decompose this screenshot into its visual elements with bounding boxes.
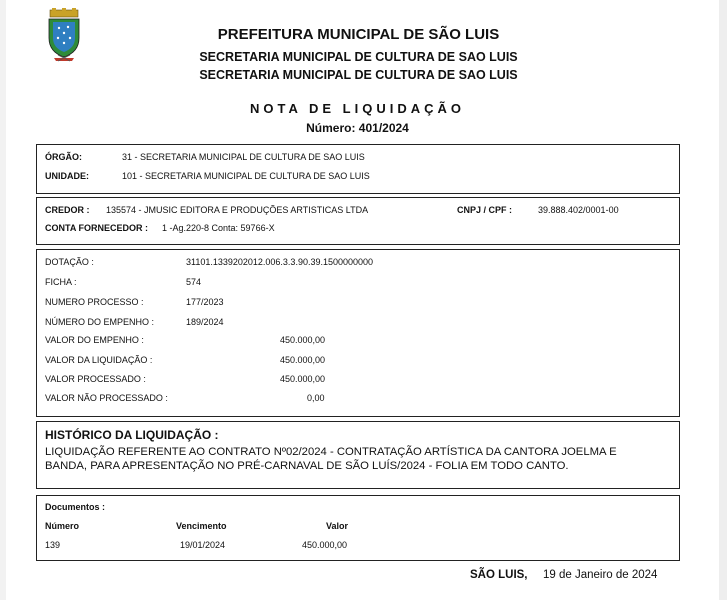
numero-processo-value: 177/2023 bbox=[186, 297, 224, 307]
doc-row-vencimento: 19/01/2024 bbox=[180, 540, 226, 550]
valor-empenho-value: 450.000,00 bbox=[280, 335, 326, 345]
footer-city: SÃO LUIS, bbox=[470, 569, 528, 581]
col-header-vencimento: Vencimento bbox=[176, 521, 227, 531]
footer-date: 19 de Janeiro de 2024 bbox=[543, 569, 658, 581]
valor-liquidacao-label: VALOR DA LIQUIDAÇÃO : bbox=[45, 355, 153, 365]
historico-title: HISTÓRICO DA LIQUIDAÇÃO : bbox=[45, 428, 219, 442]
credor-label: CREDOR : bbox=[45, 205, 90, 215]
doc-row-valor: 450.000,00 bbox=[302, 540, 348, 550]
ficha-value: 574 bbox=[186, 277, 202, 287]
documentos-title: Documentos : bbox=[45, 502, 106, 512]
historico-line-1: LIQUIDAÇÃO REFERENTE AO CONTRATO Nº02/2024 - CONTRATAÇÃO ARTÍSTICA DA CANTORA JOELMA E bbox=[45, 446, 617, 458]
ficha-label: FICHA : bbox=[45, 277, 77, 287]
numero-processo-label: NUMERO PROCESSO : bbox=[45, 297, 144, 307]
document-type-title: NOTA DE LIQUIDAÇÃO bbox=[250, 101, 465, 116]
conta-fornecedor-value: 1 -Ag.220-8 Conta: 59766-X bbox=[162, 223, 275, 233]
doc-row-numero: 139 bbox=[45, 540, 61, 550]
col-header-numero: Número bbox=[45, 521, 80, 531]
document-number: Número: 401/2024 bbox=[306, 121, 409, 135]
cnpj-label: CNPJ / CPF : bbox=[457, 205, 513, 215]
dotacao-label: DOTAÇÃO : bbox=[45, 257, 94, 267]
col-header-valor: Valor bbox=[326, 521, 349, 531]
historico-line-2: BANDA, PARA APRESENTAÇÃO NO PRÉ-CARNAVAL DE SÃO LUÍS/2024 - FOLIA EM TODO CANTO. bbox=[45, 460, 569, 472]
valor-liquidacao-value: 450.000,00 bbox=[280, 355, 326, 365]
details-box bbox=[36, 249, 680, 417]
numero-empenho-label: NÚMERO DO EMPENHO : bbox=[45, 317, 155, 327]
conta-fornecedor-label: CONTA FORNECEDOR : bbox=[45, 223, 148, 233]
documentos-box bbox=[36, 495, 680, 561]
header-secretaria-2: SECRETARIA MUNICIPAL DE CULTURA DE SAO LUIS bbox=[199, 68, 518, 82]
orgao-value: 31 - SECRETARIA MUNICIPAL DE CULTURA DE SAO LUIS bbox=[122, 152, 365, 162]
page-edge-right bbox=[719, 0, 727, 600]
orgao-label: ÓRGÃO: bbox=[45, 152, 82, 162]
valor-processado-value: 450.000,00 bbox=[280, 374, 326, 384]
unidade-label: UNIDADE: bbox=[45, 171, 89, 181]
header-secretaria-1: SECRETARIA MUNICIPAL DE CULTURA DE SAO LUIS bbox=[199, 50, 518, 64]
valor-nao-processado-value: 0,00 bbox=[307, 393, 325, 403]
page-edge-left bbox=[0, 0, 6, 600]
valor-empenho-label: VALOR DO EMPENHO : bbox=[45, 335, 144, 345]
dotacao-value: 31101.1339202012.006.3.3.90.39.1500000000 bbox=[186, 257, 374, 267]
cnpj-value: 39.888.402/0001-00 bbox=[538, 205, 619, 215]
unidade-value: 101 - SECRETARIA MUNICIPAL DE CULTURA DE SAO LUIS bbox=[122, 171, 370, 181]
numero-empenho-value: 189/2024 bbox=[186, 317, 224, 327]
valor-nao-processado-label: VALOR NÃO PROCESSADO : bbox=[45, 393, 168, 403]
header-prefeitura: PREFEITURA MUNICIPAL DE SÃO LUIS bbox=[217, 26, 500, 43]
credor-value: 135574 - JMUSIC EDITORA E PRODUÇÕES ARTISTICAS LTDA bbox=[106, 205, 369, 215]
valor-processado-label: VALOR PROCESSADO : bbox=[45, 374, 146, 384]
